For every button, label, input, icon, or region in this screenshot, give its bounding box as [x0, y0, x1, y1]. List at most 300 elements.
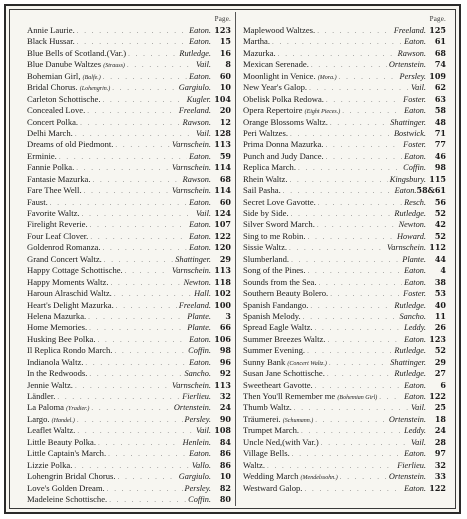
- entry-title-text: Faust.: [27, 196, 48, 207]
- entry-page-number: 26: [434, 322, 446, 333]
- entry-composer: Eaton.: [404, 380, 426, 390]
- entry-page-number: 80: [219, 493, 231, 504]
- entry-page-number: 71: [434, 127, 446, 138]
- entry-title: [243, 162, 296, 173]
- entry-title: [243, 311, 301, 322]
- index-entry: [243, 71, 446, 82]
- entry-composer: Eaton.: [404, 37, 426, 47]
- entry-page-number: 96: [219, 356, 231, 367]
- entry-composer: Kugler.: [186, 94, 211, 104]
- index-entry: [243, 117, 446, 128]
- entry-composer: Vail.: [196, 426, 211, 436]
- index-entry: [243, 357, 446, 368]
- entry-title: [243, 460, 265, 471]
- entry-title-text: Bridal Chorus.: [27, 82, 78, 93]
- entry-title-text: Spread Eagle Waltz.: [243, 322, 313, 333]
- entry-page-number: 46: [434, 150, 446, 161]
- entry-composer: Kingsbury.: [389, 174, 426, 184]
- entry-page-number: 123: [214, 25, 231, 35]
- index-entry: [27, 48, 231, 59]
- index-entry: [243, 425, 446, 436]
- index-entry: [27, 460, 231, 471]
- entry-title-text: Thumb Waltz.: [243, 402, 292, 413]
- entry-composer: Eaton.: [404, 449, 426, 459]
- right-column: [243, 14, 446, 494]
- entry-page-number: 84: [219, 436, 231, 447]
- entry-page-number: 4: [440, 265, 446, 276]
- entry-composer: Ortenstein.: [388, 60, 426, 70]
- entry-page-number: 74: [434, 59, 446, 70]
- entry-title: [243, 334, 325, 345]
- entry-title-text: Concealed Love.: [27, 105, 86, 116]
- entry-subtitle: (Balfe.): [82, 74, 101, 81]
- entry-page-number: 52: [434, 230, 446, 241]
- entry-title: [27, 460, 72, 471]
- entry-page-number: 10: [219, 82, 231, 93]
- entry-page-number: 106: [214, 333, 231, 344]
- entry-subtitle: (Bohemian Girl): [337, 395, 378, 401]
- entry-page-number: 27: [434, 368, 446, 379]
- entry-page-number: 115: [429, 173, 446, 184]
- entry-composer: Coffin.: [188, 494, 211, 504]
- entry-composer: Vail.: [196, 209, 211, 218]
- entry-title: [27, 25, 75, 36]
- entry-title-text: Song of the Pines.: [243, 265, 306, 276]
- entry-composer: Resch.: [404, 197, 426, 207]
- index-entry: [243, 380, 446, 391]
- entry-subtitle: (Eight Pieces.): [304, 109, 341, 116]
- entry-title: [243, 380, 313, 391]
- entry-title-text: Waltz.: [243, 459, 265, 470]
- entry-title: [27, 322, 87, 333]
- entry-page-number: 10: [219, 471, 231, 482]
- index-entry: [27, 425, 231, 436]
- entry-title: [27, 448, 106, 459]
- entry-page-number: 62: [434, 82, 446, 93]
- index-entry: [27, 162, 231, 173]
- index-entry: [243, 322, 446, 333]
- entry-title: [243, 94, 324, 105]
- index-entry: [243, 311, 446, 322]
- entry-title-text: Martha.: [243, 36, 270, 47]
- entry-title: [243, 151, 324, 162]
- entry-page-number: 109: [429, 70, 446, 81]
- entry-composer: Eaton.: [404, 483, 426, 493]
- entry-title-text: Wedding March: [243, 471, 299, 482]
- entry-composer: Ortenstein.: [388, 414, 426, 424]
- index-entry: [243, 448, 446, 459]
- entry-title-text: Summer Evening.: [243, 345, 306, 356]
- entry-title: [27, 185, 82, 196]
- entry-composer: Eaton.: [189, 357, 211, 367]
- entry-title-text: Fantasie Mazurka.: [27, 173, 91, 184]
- entry-title: [27, 277, 109, 288]
- index-entry: [243, 219, 446, 230]
- entry-title: [27, 117, 78, 128]
- index-entry: [27, 82, 231, 93]
- index-entry: [27, 334, 231, 345]
- entry-title-text: Village Bells.: [243, 448, 290, 459]
- entry-composer: Eaton.: [189, 71, 211, 81]
- index-entry: [27, 494, 231, 505]
- entry-page-number: 59: [219, 150, 231, 161]
- entry-composer: Eaton.: [189, 197, 211, 207]
- index-entry: [243, 59, 446, 70]
- entry-page-number: 29: [219, 253, 231, 264]
- index-entry: [243, 105, 446, 116]
- entry-composer: Freeland.: [178, 106, 211, 116]
- entry-title: [27, 471, 116, 482]
- entry-title-text: Obelisk Polka Redowa.: [243, 93, 324, 104]
- entry-title: [27, 494, 107, 505]
- index-page: [4, 4, 461, 514]
- entry-composer: Persley.: [184, 483, 211, 493]
- index-entry: [243, 460, 446, 471]
- entry-title-text: Husking Bee Polka.: [27, 333, 96, 344]
- entry-title-text: Sounds from the Sea.: [243, 276, 317, 287]
- index-entry: [27, 242, 231, 253]
- entry-page-number: 107: [214, 219, 231, 230]
- entry-title: [243, 117, 328, 128]
- entry-title: [243, 185, 281, 196]
- entry-composer: Rutledge.: [394, 369, 426, 379]
- entry-title-text: Little Captain's March.: [27, 448, 107, 459]
- entry-page-number: 66: [219, 322, 231, 333]
- index-entry: [27, 231, 231, 242]
- entry-composer: Eaton.: [189, 151, 211, 161]
- entry-title-text: Spanish Melody.: [243, 310, 301, 321]
- entry-title: [27, 300, 114, 311]
- index-entry: [243, 94, 446, 105]
- entry-title-text: Mazurka.: [243, 47, 276, 58]
- entry-title-text: Orange Blossoms Waltz.: [243, 116, 328, 127]
- entry-title: [243, 242, 287, 253]
- entry-title: [243, 277, 317, 288]
- entry-title: [27, 334, 96, 345]
- entry-page-number: 8: [225, 59, 231, 70]
- entry-title: [243, 174, 288, 185]
- entry-page-number: 113: [214, 265, 231, 276]
- entry-page-number: 86: [219, 459, 231, 470]
- entry-composer: Foster.: [403, 94, 426, 104]
- entry-composer: Eaton.: [189, 243, 211, 253]
- entry-composer: Sancho.: [399, 311, 426, 321]
- entry-page-number: 6: [440, 379, 446, 390]
- index-entry: [27, 437, 231, 448]
- entry-title-text: Mexican Serenade.: [243, 59, 309, 70]
- entry-composer: Eaton.: [404, 334, 426, 344]
- entry-page-number: 38: [434, 276, 446, 287]
- entry-title-text: Ländler.: [27, 391, 56, 401]
- entry-title-text: Indianola Waltz.: [27, 356, 84, 367]
- entry-composer: Eaton.: [189, 449, 211, 459]
- entry-title: [27, 208, 80, 219]
- entry-subtitle: (Mora.): [317, 74, 337, 81]
- entry-page-number: 82: [219, 482, 231, 493]
- index-entry: [243, 334, 446, 345]
- entry-page-number: 77: [434, 139, 446, 150]
- entry-composer: Plante.: [187, 311, 211, 321]
- entry-page-number: 113: [214, 139, 231, 150]
- entry-composer: Rawson.: [182, 117, 211, 127]
- entry-title-text: La Paloma: [27, 402, 64, 413]
- entry-title: [243, 208, 289, 219]
- entry-page-number: 40: [434, 299, 446, 310]
- entry-title-text: Maplewood Waltzes.: [243, 25, 316, 35]
- entry-title: [243, 288, 328, 299]
- entry-title-text: Helena Mazurka.: [27, 310, 87, 321]
- index-entry: [27, 59, 231, 70]
- entry-title: [243, 300, 308, 311]
- index-entry: [243, 197, 446, 208]
- index-entry: [27, 380, 231, 391]
- index-entry: [27, 345, 231, 356]
- entry-composer: Eaton.: [394, 186, 417, 196]
- entry-title: [27, 380, 73, 391]
- entry-title: [243, 82, 307, 93]
- entry-page-number: 12: [219, 116, 231, 127]
- entry-composer: Howard.: [397, 231, 426, 241]
- entry-title: [27, 139, 113, 150]
- entry-title: [27, 425, 75, 436]
- entry-composer: Hall.: [194, 289, 211, 299]
- entry-title-text: Happy Moments Waltz.: [27, 276, 109, 287]
- index-entry: [243, 82, 446, 93]
- entry-title-text: New Year's Galop.: [243, 82, 308, 93]
- index-entry: [243, 151, 446, 162]
- entry-title-text: Delhi March.: [27, 127, 73, 138]
- entry-title: [243, 128, 288, 139]
- index-entry: [243, 174, 446, 185]
- entry-page-number: 97: [434, 448, 446, 459]
- entry-page-number: 122: [429, 391, 446, 401]
- index-entry: [27, 71, 231, 82]
- entry-title-text: Goldenrod Romanza.: [27, 242, 101, 253]
- entry-title: [27, 105, 85, 116]
- entry-composer: Henlein.: [182, 437, 211, 447]
- entry-title-text: Black Hussar.: [27, 36, 75, 47]
- entry-composer: Eaton.: [404, 266, 426, 276]
- index-entry: [27, 139, 231, 150]
- entry-title-text: Four Leaf Clover.: [27, 230, 89, 241]
- entry-page-number: 98: [219, 345, 231, 356]
- entry-page-number: 60: [219, 70, 231, 81]
- entry-composer: Shattinger.: [390, 117, 426, 127]
- entry-composer: Coffin.: [188, 346, 211, 356]
- entry-title: [27, 94, 101, 105]
- entry-title-text: Prima Donna Mazurka.: [243, 139, 324, 150]
- entry-title-text: Concert Polka.: [27, 116, 79, 127]
- entry-title-text: Fannie Polka.: [27, 162, 75, 173]
- entry-title: [27, 311, 86, 322]
- entry-page-number: 53: [434, 288, 446, 299]
- entry-title-text: Madeleine Schottische.: [27, 493, 108, 504]
- entry-composer: Varnschein.: [172, 380, 211, 390]
- entry-title: [27, 128, 73, 139]
- index-entry: [243, 208, 446, 219]
- entry-title: [243, 425, 299, 436]
- entry-subtitle: (Handel.): [51, 417, 75, 424]
- entry-subtitle: (Yradier.): [66, 406, 90, 413]
- entry-title-text: Opera Repertoire: [243, 105, 303, 116]
- index-entry: [243, 128, 446, 139]
- entry-composer: Varnschein.: [172, 266, 211, 276]
- entry-title-text: Home Memories.: [27, 322, 88, 333]
- entry-subtitle: (Lohengrin.): [79, 86, 111, 93]
- entry-page-number: 124: [214, 208, 231, 218]
- entry-title-text: Side by Side.: [243, 208, 289, 218]
- entry-composer: Eaton.: [404, 277, 426, 287]
- entry-composer: Foster.: [403, 289, 426, 299]
- index-entry: [243, 25, 446, 36]
- entry-page-number: 68: [219, 173, 231, 184]
- entry-title: [27, 391, 55, 402]
- entry-title: [27, 48, 126, 59]
- index-entry: [243, 414, 446, 425]
- entry-page-number: 86: [219, 448, 231, 459]
- entry-page-number: 18: [434, 413, 446, 424]
- entry-page-number: 122: [214, 230, 231, 241]
- entry-title: [243, 219, 315, 230]
- entry-composer: Newton.: [183, 277, 211, 287]
- entry-page-number: 104: [214, 93, 231, 104]
- entry-title: [243, 345, 305, 356]
- entry-page-number: 122: [429, 482, 446, 493]
- index-entry: [243, 265, 446, 276]
- left-rows: [27, 25, 231, 505]
- entry-title: [27, 174, 90, 185]
- entry-title: [27, 357, 83, 368]
- entry-title-text: Firelight Reverie.: [27, 219, 88, 230]
- index-entry: [27, 265, 231, 276]
- entry-title: [27, 368, 87, 379]
- index-entry: [27, 448, 231, 459]
- right-page-header: Page.: [429, 15, 446, 23]
- entry-title-text: Fare Thee Well.: [27, 185, 82, 196]
- entry-page-number: 33: [434, 471, 446, 482]
- index-entry: [27, 277, 231, 288]
- entry-title: [243, 265, 306, 276]
- entry-composer: Eaton.: [404, 106, 426, 116]
- entry-title-text: Uncle Ned,(with Var.): [243, 436, 319, 447]
- entry-title-text: Favorite Waltz.: [27, 208, 80, 218]
- entry-title: [243, 231, 306, 242]
- entry-composer: Eaton.: [189, 231, 211, 241]
- entry-page-number: 24: [434, 425, 446, 436]
- entry-title-text: Punch and Judy Dance.: [243, 150, 324, 161]
- entry-composer: Ortenstein.: [173, 403, 211, 413]
- entry-title-text: Sissie Waltz.: [243, 242, 288, 253]
- index-entry: [27, 117, 231, 128]
- left-column: [27, 14, 231, 505]
- entry-page-number: 92: [219, 368, 231, 379]
- entry-title: [243, 322, 313, 333]
- index-entry: [243, 277, 446, 288]
- entry-composer: Vail.: [411, 83, 426, 93]
- entry-composer: Eaton.: [189, 334, 211, 344]
- entry-composer: Gargiulo.: [178, 472, 211, 482]
- dot-leader: [109, 495, 186, 506]
- entry-composer: Eaton.: [189, 220, 211, 230]
- entry-title: [27, 36, 75, 47]
- entry-title-text: Slumberland.: [243, 253, 290, 264]
- entry-title-text: Haroun Alraschid Waltz.: [27, 288, 112, 299]
- index-entry: [27, 208, 231, 219]
- entry-title: [243, 197, 316, 208]
- entry-title: [27, 219, 88, 230]
- entry-title-text: Summer Breezes Waltz.: [243, 333, 326, 344]
- entry-composer: Shattinger.: [390, 357, 426, 367]
- entry-title: [243, 254, 289, 265]
- entry-page-number: 113: [214, 379, 231, 390]
- index-entry: [27, 197, 231, 208]
- entry-title-text: Sing to me Robin.: [243, 230, 306, 241]
- index-entry: [27, 174, 231, 185]
- index-entry: [27, 311, 231, 322]
- entry-page-number: 123: [429, 333, 446, 344]
- entry-title-text: Erminie.: [27, 150, 57, 161]
- entry-page-number: 3: [225, 310, 231, 321]
- entry-title-text: Sail Pasha.: [243, 185, 281, 196]
- entry-composer: Foster.: [403, 140, 426, 150]
- entry-title-text: Sunny Bank: [243, 356, 286, 367]
- index-entry: [243, 437, 446, 448]
- entry-page-number: 24: [219, 402, 231, 413]
- entry-page-number: 114: [214, 162, 231, 173]
- entry-page-number: 56: [434, 196, 446, 207]
- index-entry: [27, 402, 231, 413]
- entry-composer: Vail.: [411, 437, 426, 447]
- entry-page-number: 11: [434, 310, 446, 321]
- index-entry: [243, 483, 446, 494]
- entry-page-number: 60: [219, 196, 231, 207]
- entry-composer: Plante.: [187, 323, 211, 333]
- entry-title-text: Grand Concert Waltz.: [27, 253, 102, 264]
- entry-title-text: Rhein Waltz.: [243, 173, 288, 184]
- entry-composer: Fierlieu.: [397, 460, 426, 470]
- entry-title-text: Susan Jane Schottische.: [243, 368, 325, 379]
- entry-title-text: Love's Golden Dream.: [27, 482, 105, 493]
- entry-title-text: Spanish Fandango.: [243, 299, 309, 310]
- index-entry: [27, 185, 231, 196]
- entry-title-text: Replica March.: [243, 162, 296, 173]
- entry-title: [243, 437, 319, 448]
- entry-title-text: Sweetheart Gavotte.: [243, 379, 313, 390]
- entry-title: [27, 265, 123, 276]
- entry-title-text: Blue Danube Waltzes: [27, 59, 102, 70]
- entry-composer: Eaton.: [189, 37, 211, 47]
- entry-title-text: Bohemian Girl,: [27, 70, 81, 81]
- entry-page-number: 63: [434, 93, 446, 104]
- index-entry: [27, 94, 231, 105]
- index-entry: [243, 402, 446, 413]
- entry-composer: Eaton.: [189, 26, 211, 35]
- entry-title-text: Secret Love Gavotte.: [243, 196, 316, 207]
- left-page-header: Page.: [214, 15, 231, 23]
- entry-title-text: Happy Cottage Schottische.: [27, 265, 123, 276]
- entry-page-number: 29: [434, 356, 446, 367]
- index-entry: [243, 288, 446, 299]
- index-entry: [27, 36, 231, 47]
- entry-composer: Rawson.: [182, 174, 211, 184]
- entry-page-number: 61: [434, 36, 446, 47]
- index-entry: [27, 322, 231, 333]
- entry-page-number: 15: [219, 36, 231, 47]
- entry-composer: Freeland.: [178, 300, 211, 310]
- entry-composer: Newton.: [398, 220, 426, 230]
- entry-page-number: 44: [434, 253, 446, 264]
- entry-title: [27, 242, 101, 253]
